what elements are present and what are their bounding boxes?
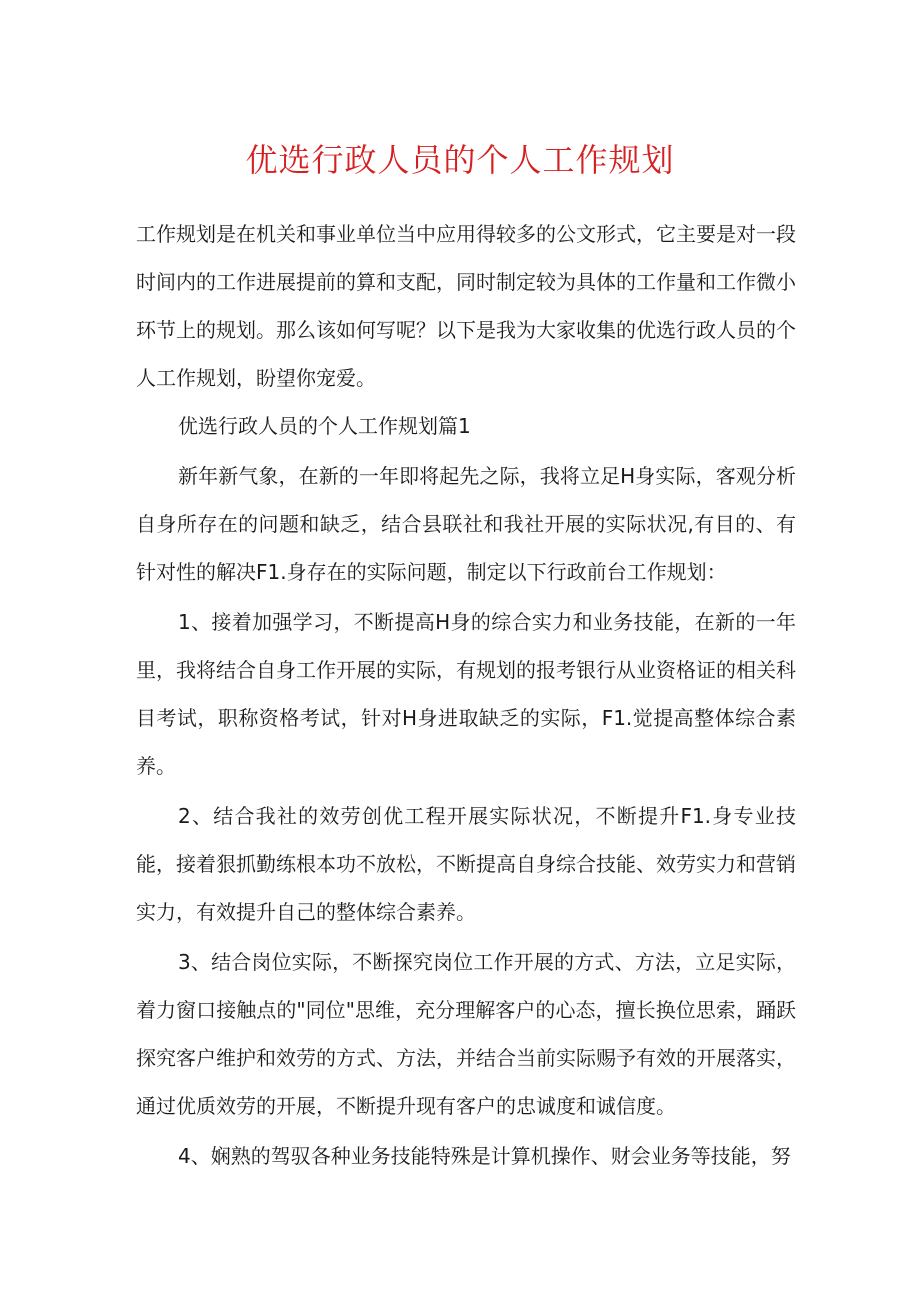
body-paragraph: 3、结合岗位实际，不断探究岗位工作开展的方式、方法，立足实际，着力窗口接触点的"同位"思维，充分理解客户的心态，擅长换位思索，踊跃探究客户维护和效劳的方式、方法，并结合当前实际赐予有效的开展落实，通过优质效劳的开展，不断提升现有客户的忠诚度和诚信度。: [136, 950, 796, 1118]
document-title: 优选行政人员的个人工作规划: [245, 141, 675, 179]
body-paragraph: 1、接着加强学习，不断提高H身的综合实力和业务技能，在新的一年里，我将结合自身工作开展的实际，有规划的报考银行从业资格证的相关科目考试，职称资格考试，针对H身进取缺乏的实际，F1.觉提高整体综合素养。: [136, 610, 796, 778]
body-paragraph: 新年新气象，在新的一年即将起先之际，我将立足H身实际，客观分析自身所存在的问题和缺乏，结合县联社和我社开展的实际状况,有目的、有针对性的解决F1.身存在的实际问题，制定以下行政前台工作规划：: [136, 464, 796, 584]
intro-paragraph: 工作规划是在机关和事业单位当中应用得较多的公文形式，它主要是对一段时间内的工作进展提前的算和支配，同时制定较为具体的工作量和工作微小环节上的规划。那么该如何写呢？以下是我为大家收集的优选行政人员的个人工作规划，盼望你宠爱。: [136, 222, 796, 390]
body-paragraph: 4、娴熟的驾驭各种业务技能特殊是计算机操作、财会业务等技能，努: [178, 1144, 791, 1168]
section-heading: 优选行政人员的个人工作规划篇1: [178, 414, 471, 438]
document-body: [136, 210, 796, 1180]
body-paragraph: 2、结合我社的效劳创优工程开展实际状况，不断提升F1.身专业技能，接着狠抓勤练根本功不放松，不断提高自身综合技能、效劳实力和营销实力，有效提升自己的整体综合素养。: [136, 804, 796, 924]
